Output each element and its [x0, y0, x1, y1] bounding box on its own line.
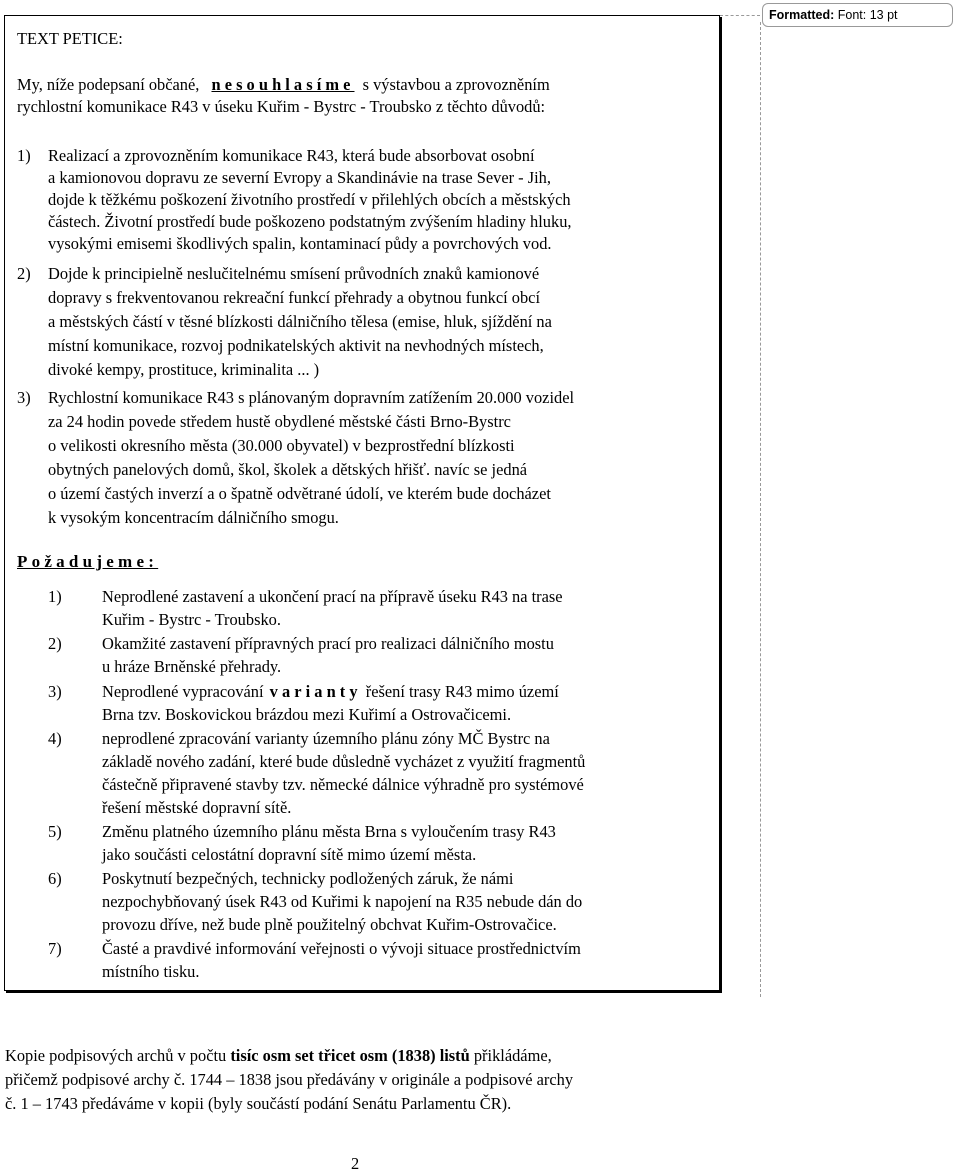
demand-2-line: u hráze Brněnské přehrady.: [102, 657, 282, 676]
demand-7-line: Časté a pravdivé informování veřejnosti o vývoji situace prostřednictvím: [102, 939, 581, 958]
demand-1-line: Neprodlené zastavení a ukončení prací na přípravě úseku R43 na trase: [102, 587, 563, 606]
reason-2-line: dopravy s frekventovanou rekreační funkcí přehrady a obytnou funkcí obcí: [48, 288, 540, 307]
reason-3-line: za 24 hodin povede středem hustě obydlené městské části Brno-Bystrc: [48, 412, 511, 431]
demand-1-line: Kuřim - Bystrc - Troubsko.: [102, 610, 281, 629]
reason-3-line: o území častých inverzí a o špatně odvětrané údolí, ve kterém bude docházet: [48, 484, 551, 503]
comment-text: Font: 13 pt: [837, 8, 898, 22]
demand-number: 6): [48, 869, 62, 888]
reason-2-line: místní komunikace, rozvoj podnikatelských aktivit na nevhodných místech,: [48, 336, 544, 355]
reason-2-line: Dojde k principielně neslučitelnému smísení průvodních znaků kamionové: [48, 264, 540, 283]
footer-line-3: č. 1 – 1743 předáváme v kopii (byly součástí podání Senátu Parlamentu ČR).: [5, 1094, 512, 1113]
page-number: 2: [351, 1154, 360, 1173]
demand-4-line: řešení městské dopravní sítě.: [102, 798, 292, 817]
demand-3-text-a: Neprodlené vypracování: [102, 682, 264, 701]
comment-connector: [720, 15, 760, 16]
reason-3-line: obytných panelových domů, škol, školek a dětských hřišť. navíc se jedná: [48, 460, 528, 479]
reason-1-line: Realizací a zprovozněním komunikace R43, která bude absorbovat osobní: [48, 146, 535, 165]
reason-number: 1): [17, 146, 31, 165]
demand-3-line: Brna tzv. Boskovickou brázdou mezi Kuřimí a Ostrovačicemi.: [102, 705, 512, 724]
intro-line-1: [17, 74, 550, 96]
demand-3-emphasis: varianty: [269, 682, 362, 701]
reason-3-line: Rychlostní komunikace R43 s plánovaným dopravním zatížením 20.000 vozidel: [48, 388, 575, 407]
demand-number: 2): [48, 634, 62, 653]
reason-1-line: částech. Životní prostředí bude poškozeno podstatným zvýšením hladiny hluku,: [48, 212, 572, 231]
demand-number: 4): [48, 729, 62, 748]
demand-3-text-b: řešení trasy R43 mimo území: [365, 682, 559, 701]
footer-text-a: Kopie podpisových archů v počtu: [5, 1046, 231, 1065]
intro-text-b: s výstavbou a zprovozněním: [362, 75, 550, 94]
demand-7-line: místního tisku.: [102, 962, 200, 981]
petition-title: TEXT PETICE:: [17, 29, 123, 48]
reason-1-line: vysokými emisemi škodlivých spalin, kontaminací půdy a povrchových vod.: [48, 234, 552, 253]
reason-3-line: o velikosti okresního města (30.000 obyvatel) v bezprostřední blízkosti: [48, 436, 515, 455]
demand-6-line: nezpochybňovaný úsek R43 od Kuřimi k napojení na R35 nebude dán do: [102, 892, 583, 911]
demand-number: 3): [48, 682, 62, 701]
reason-number: 3): [17, 388, 31, 407]
footer-line-2: přičemž podpisové archy č. 1744 – 1838 jsou předávány v originále a podpisové archy: [5, 1070, 574, 1089]
demand-6-line: provozu dříve, než bude plně použitelný obchvat Kuřim-Ostrovačice.: [102, 915, 557, 934]
demand-3-line: [102, 681, 559, 703]
demand-2-line: Okamžité zastavení přípravných prací pro realizaci dálničního mostu: [102, 634, 554, 653]
demand-4-line: neprodlené zpracování varianty územního plánu zóny MČ Bystrc na: [102, 729, 550, 748]
demand-number: 5): [48, 822, 62, 841]
demand-number: 1): [48, 587, 62, 606]
format-comment-balloon[interactable]: [762, 3, 953, 27]
demand-5-line: Změnu platného územního plánu města Brna s vyloučením trasy R43: [102, 822, 556, 841]
demand-4-line: částečně připravené stavby tzv. německé dálnice výhradně pro systémové: [102, 775, 584, 794]
intro-text-a: My, níže podepsaní občané,: [17, 75, 200, 94]
comment-margin-line: [760, 22, 761, 997]
footer-line-1: [5, 1045, 552, 1067]
demand-4-line: základě nového zadání, které bude důsledně vycházet z využití fragmentů: [102, 752, 586, 771]
reason-number: 2): [17, 264, 31, 283]
demands-heading: Požadujeme:: [17, 552, 159, 571]
demand-5-line: jako součásti celostátní dopravní sítě mimo území města.: [102, 845, 477, 864]
reason-2-line: divoké kempy, prostituce, kriminalita ... ): [48, 360, 320, 379]
demand-number: 7): [48, 939, 62, 958]
intro-emphasis: nesouhlasíme: [211, 75, 355, 94]
footer-bold: tisíc osm set třicet osm (1838) listů: [230, 1046, 470, 1065]
demand-6-line: Poskytnutí bezpečných, technicky podložených záruk, že námi: [102, 869, 514, 888]
reason-3-line: k vysokým koncentracím dálničního smogu.: [48, 508, 339, 527]
reason-2-line: a městských částí v těsné blízkosti dálničního tělesa (emise, hluk, sjíždění na: [48, 312, 552, 331]
reason-1-line: dojde k těžkému poškození životního prostředí v přilehlých obcích a městských: [48, 190, 571, 209]
reason-1-line: a kamionovou dopravu ze severní Evropy a Skandinávie na trase Sever - Jih,: [48, 168, 551, 187]
footer-text-b: přikládáme,: [469, 1046, 552, 1065]
intro-line-2: rychlostní komunikace R43 v úseku Kuřim - Bystrc - Troubsko z těchto důvodů:: [17, 97, 546, 116]
comment-label: Formatted:: [769, 8, 835, 22]
